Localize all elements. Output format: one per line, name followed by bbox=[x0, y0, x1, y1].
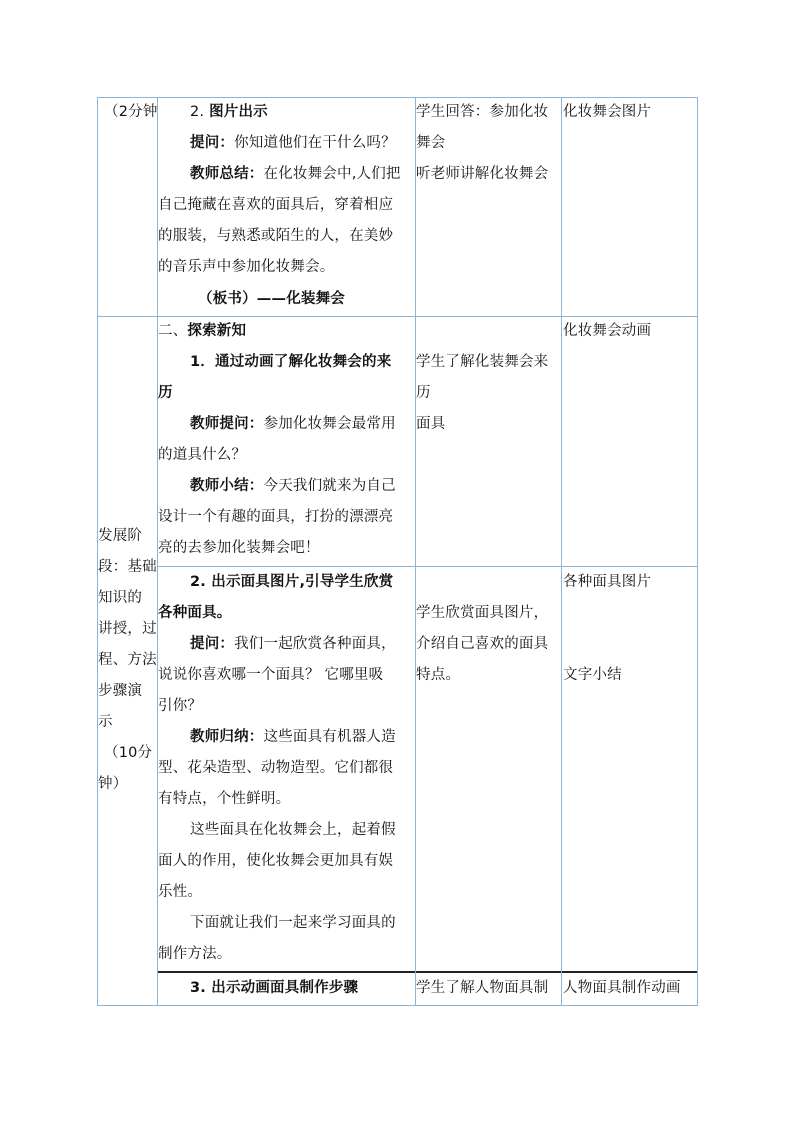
row3-student-line3: 特点。 bbox=[416, 667, 461, 683]
row3-q-line3: 引你？ bbox=[158, 698, 203, 714]
row3-generalize bbox=[190, 722, 396, 753]
col-border-3 bbox=[561, 97, 562, 1006]
row4-heading: 3. 出示动画面具制作步骤 bbox=[190, 980, 359, 996]
stage-line5: 程、方法 bbox=[98, 652, 157, 668]
row3-heading-line1: 2. 出示面具图片,引导学生欣赏 bbox=[190, 574, 394, 590]
row2-tq-label: 教师提问： bbox=[190, 416, 264, 432]
row1-student-line2: 舞会 bbox=[416, 135, 446, 151]
row2-media-cell: 化妆舞会动画 bbox=[563, 323, 652, 339]
row1-summary-line2: 自己掩藏在喜欢的面具后，穿着相应 bbox=[158, 197, 394, 213]
row1-question bbox=[190, 128, 396, 159]
row3-g-line3: 有特点，个性鲜明。 bbox=[158, 791, 291, 807]
stage-line6: 步骤演 bbox=[98, 683, 143, 699]
row1-summary-line1 bbox=[190, 159, 401, 190]
row1-question-text: 你知道他们在干什么吗？ bbox=[234, 135, 396, 151]
row3-heading-line2: 各种面具。 bbox=[158, 605, 232, 621]
row3-q-line2: 说说你喜欢哪一个面具？ 它哪里吸 bbox=[158, 667, 384, 683]
row4-media: 人物面具制作动画 bbox=[563, 980, 681, 996]
row1-summary-text1: 在化妆舞会中,人们把 bbox=[263, 166, 401, 182]
stage-line2: 段：基础 bbox=[98, 559, 157, 575]
row3-p2-line2: 制作方法。 bbox=[158, 946, 232, 962]
row3-g-label: 教师归纳： bbox=[190, 729, 264, 745]
section-title bbox=[158, 316, 246, 347]
row3-q-text1: 我们一起欣赏各种面具， bbox=[234, 636, 396, 652]
row1-media-cell: 化妆舞会图片 bbox=[563, 104, 652, 120]
row4-student: 学生了解人物面具制 bbox=[416, 980, 549, 996]
row1-heading-number: 2. bbox=[190, 104, 205, 120]
row2-student-line1: 学生了解化装舞会来 bbox=[416, 354, 549, 370]
section-prefix: 二、 bbox=[158, 323, 188, 339]
row3-p1-line1: 这些面具在化妆舞会上，起着假 bbox=[190, 822, 396, 838]
row1-board-note: （板书）——化装舞会 bbox=[198, 291, 345, 307]
row1-summary-line4: 的音乐声中参加化妆舞会。 bbox=[158, 259, 335, 275]
row1-summary-label: 教师总结： bbox=[190, 166, 264, 182]
row2-ts-line2: 设计一个有趣的面具，打扮的漂漂亮 bbox=[158, 509, 394, 525]
stage-line8: （10分 bbox=[104, 745, 153, 761]
row3-p1-line3: 乐性。 bbox=[158, 884, 203, 900]
row1-student-line1: 学生回答：参加化妆 bbox=[416, 104, 549, 120]
row3-g-text1: 这些面具有机器人造 bbox=[263, 729, 396, 745]
stage-line1: 发展阶 bbox=[98, 528, 143, 544]
row2-teacher-question bbox=[190, 409, 396, 440]
row3-student-line1: 学生欣赏面具图片， bbox=[416, 605, 549, 621]
section-title-text: 探索新知 bbox=[187, 323, 247, 339]
row2-tq-line2: 的道具什么？ bbox=[158, 447, 247, 463]
row2-tq-text1: 参加化妆舞会最常用 bbox=[263, 416, 396, 432]
row2-ts-line3: 亮的去参加化装舞会吧！ bbox=[158, 540, 320, 556]
row1-student-line3: 听老师讲解化妆舞会 bbox=[416, 166, 549, 182]
row2-student-line2: 历 bbox=[416, 385, 431, 401]
row1-heading-text: 图片出示 bbox=[209, 104, 268, 120]
stage-line3: 知识的 bbox=[98, 590, 143, 606]
row3-q-label: 提问： bbox=[190, 636, 235, 652]
row1-heading bbox=[190, 97, 268, 128]
row3-student-line2: 介绍自己喜欢的面具 bbox=[416, 636, 549, 652]
stage-line4: 讲授，过 bbox=[98, 621, 157, 637]
row2-student-line3: 面具 bbox=[416, 416, 446, 432]
col-border-2 bbox=[415, 97, 416, 1006]
row3-p1-line2: 面人的作用，使化妆舞会更加具有娱 bbox=[158, 853, 394, 869]
stage-line7: 示 bbox=[98, 714, 113, 730]
row2-ts-text1: 今天我们就来为自己 bbox=[263, 478, 396, 494]
row3-question bbox=[190, 629, 396, 660]
col-border-right bbox=[697, 97, 698, 1006]
row3-media-line1: 各种面具图片 bbox=[563, 574, 652, 590]
row2-ts-label: 教师小结： bbox=[190, 478, 264, 494]
row2-item1-line1: 1．通过动画了解化妆舞会的来 bbox=[190, 354, 392, 370]
row1-summary-line3: 的服装，与熟悉或陌生的人，在美妙 bbox=[158, 228, 394, 244]
row2-item1-line2: 历 bbox=[158, 385, 173, 401]
row1-question-label: 提问： bbox=[190, 135, 235, 151]
row3-p2-line1: 下面就让我们一起来学习面具的 bbox=[190, 915, 396, 931]
row2-teacher-summary bbox=[190, 471, 396, 502]
table-bottom-border bbox=[97, 1005, 697, 1006]
row3-g-line2: 型、花朵造型、动物造型。它们都很 bbox=[158, 760, 394, 776]
stage-line9: 钟） bbox=[98, 776, 128, 792]
row1-time-cell: （2分钟 bbox=[104, 104, 158, 120]
row3-media-line2: 文字小结 bbox=[563, 667, 622, 683]
